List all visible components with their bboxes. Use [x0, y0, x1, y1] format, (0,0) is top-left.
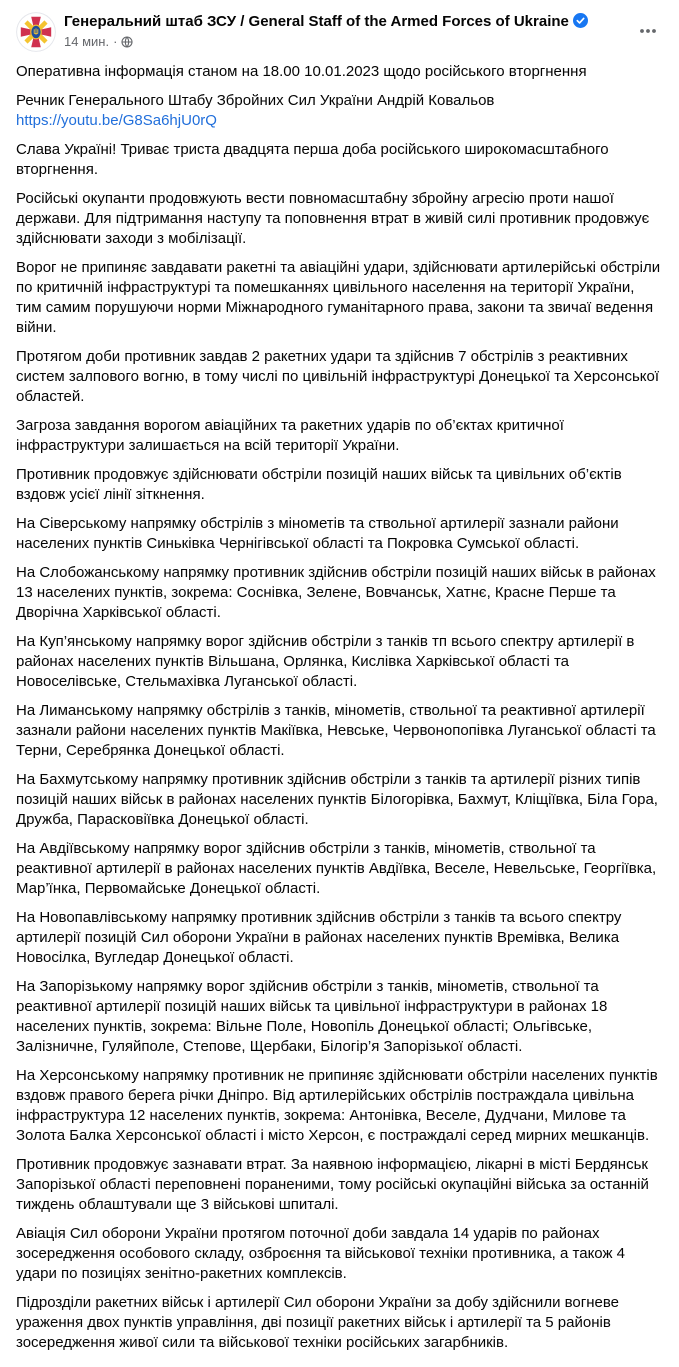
- paragraph-text: На Авдіївському напрямку ворог здійснив обстріли з танків, мінометів, ствольної та реактивної артилерії в районах населених пунктів Авдіївка, Веселе, Невельське, Георгіївка, Мар’їнка, Первомайське Донецької області.: [16, 840, 657, 897]
- post-meta: [64, 34, 633, 49]
- post-paragraph: [16, 1224, 663, 1284]
- paragraph-text: Слава Україні! Триває триста двадцята перша доба російського широкомасштабного вторгнення.: [16, 141, 609, 178]
- post-paragraph: [16, 258, 663, 338]
- paragraph-text: На Херсонському напрямку противник не припиняє здійснювати обстріли населених пунктів вздовж правого берега річки Дніпро. Від артилерійських обстрілів постраждала цивільна інфраструктура 12 населених пунктів, зокрема: Антонівка, Веселе, Дудчани, Милове та Золота Балка Херсонської області і місто Херсон, є постраждалі серед мирних мешканців.: [16, 1067, 658, 1144]
- paragraph-text: Противник продовжує здійснювати обстріли позицій наших військ та цивільних об’єктів вздовж усієї лінії зіткнення.: [16, 466, 622, 503]
- post-paragraph: [16, 1155, 663, 1215]
- post-paragraph: [16, 977, 663, 1057]
- paragraph-text: На Бахмутському напрямку противник здійснив обстріли з танків та артилерії різних типів позицій наших військ в районах населених пунктів Білогорівка, Бахмут, Кліщіївка, Біла Гора, Дружба, Парасковіївка Донецької області.: [16, 771, 658, 828]
- paragraph-text: Речник Генерального Штабу Збройних Сил України Андрій Ковальов: [16, 92, 495, 109]
- paragraph-text: Авіація Сил оборони України протягом поточної доби завдала 14 ударів по районах зосередження особового складу, озброєння та військової техніки противника, а також 4 удари по позиціях зенітно-ракетних комплексів.: [16, 1225, 626, 1282]
- post-paragraph: [16, 1293, 663, 1353]
- post-options-button[interactable]: [633, 14, 663, 48]
- post-paragraph: [16, 514, 663, 554]
- meta-separator: ·: [113, 34, 118, 49]
- header-text-block: [64, 12, 633, 49]
- paragraph-text: На Слобожанському напрямку противник здійснив обстріли позицій наших військ в районах 13 населених пунктів, зокрема: Соснівка, Зелене, Вовчанськ, Хатнє, Красне Перше та Дворічна Харківської області.: [16, 564, 656, 621]
- post-paragraph: [16, 908, 663, 968]
- post-paragraph: [16, 465, 663, 505]
- paragraph-text: На Сіверському напрямку обстрілів з мінометів та ствольної артилерії зазнали райони населених пунктів Синьківка Чернігівської області та Покровка Сумської області.: [16, 515, 619, 552]
- post-paragraph: [16, 347, 663, 407]
- paragraph-text: Загроза завдання ворогом авіаційних та ракетних ударів по об’єктах критичної інфраструктури залишається на всій території України.: [16, 417, 564, 454]
- paragraph-text: На Новопавлівському напрямку противник здійснив обстріли з танків та всього спектру артилерії позицій Сил оборони України в районах населених пунктів Времівка, Велика Новосілка, Вугледар Донецької області.: [16, 909, 622, 966]
- paragraph-text: На Куп’янському напрямку ворог здійснив обстріли з танків тп всього спектру артилерії в районах населених пунктів Вільшана, Орлянка, Кислівка Харківської області та Новоселівське, Стельмахівка Луганської області.: [16, 633, 635, 690]
- post-paragraph: [16, 1066, 663, 1146]
- post-paragraph: [16, 189, 663, 249]
- ellipsis-icon: [637, 20, 659, 42]
- post-paragraph: [16, 91, 663, 131]
- globe-icon: [121, 36, 133, 48]
- paragraph-text: Оперативна інформація станом на 18.00 10.01.2023 щодо російського вторгнення: [16, 63, 587, 80]
- name-row: [64, 12, 633, 31]
- page-avatar[interactable]: [16, 12, 56, 52]
- post-paragraph: [16, 632, 663, 692]
- verified-badge-icon: [573, 13, 588, 28]
- post-paragraph: [16, 701, 663, 761]
- paragraph-text: Підрозділи ракетних військ і артилерії Сил оборони України за добу здійснили вогневе ураження двох пунктів управління, дві позиції ракетних військ і артилерії та 5 районів зосередження живої сили та військової техніки російських загарбників.: [16, 1294, 619, 1351]
- post-paragraph: [16, 62, 663, 82]
- paragraph-text: Протягом доби противник завдав 2 ракетних удари та здійснив 7 обстрілів з реактивних систем залпового вогню, в тому числі по цивільній інфраструктурі Донецької та Херсонської областей.: [16, 348, 660, 405]
- post-paragraph: [16, 416, 663, 456]
- post-header: [0, 0, 679, 56]
- paragraph-text: Російські окупанти продовжують вести повномасштабну збройну агресію проти нашої держави. Для підтримання наступу та поповнення втрат в живій силі противник продовжує здійснювати заходи з мобілізації.: [16, 190, 650, 247]
- post-link[interactable]: https://youtu.be/G8Sa6hjU0rQ: [16, 112, 217, 129]
- post-body: [0, 56, 679, 1367]
- paragraph-text: Противник продовжує зазнавати втрат. За наявною інформацією, лікарні в місті Бердянськ Запорізької області переповнені пораненими, тому російські окупаційні війська за останній тиждень облаштували ще 3 військові шпиталі.: [16, 1156, 649, 1213]
- post-paragraph: [16, 839, 663, 899]
- paragraph-text: На Запорізькому напрямку ворог здійснив обстріли з танків, мінометів, ствольної та реактивної артилерії позицій наших військ та цивільної інфраструктури в районах 18 населених пунктів, зокрема: Вільне Поле, Новопіль Донецької області; Ольгівське, Залізничне, Гуляйполе, Степове, Щербаки, Білогір’я Запорізької області.: [16, 978, 608, 1055]
- paragraph-text: Ворог не припиняє завдавати ракетні та авіаційні удари, здійснювати артилерійські обстріли по критичній інфраструктурі та помешканнях цивільного населення на території України, тим самим порушуючи норми Міжнародного гуманітарного права, закони та звичаї ведення війни.: [16, 259, 661, 336]
- post-paragraph: [16, 563, 663, 623]
- timestamp-link[interactable]: 14 мин.: [64, 34, 110, 49]
- paragraph-text: На Лиманському напрямку обстрілів з танків, мінометів, ствольної та реактивної артилерії зазнали райони населених пунктів Макіївка, Невське, Червонопопівка Луганської області та Терни, Серебрянка Донецької області.: [16, 702, 656, 759]
- post-paragraph: [16, 140, 663, 180]
- page-name-link[interactable]: Генеральний штаб ЗСУ / General Staff of the Armed Forces of Ukraine: [64, 13, 569, 30]
- post-paragraph: [16, 770, 663, 830]
